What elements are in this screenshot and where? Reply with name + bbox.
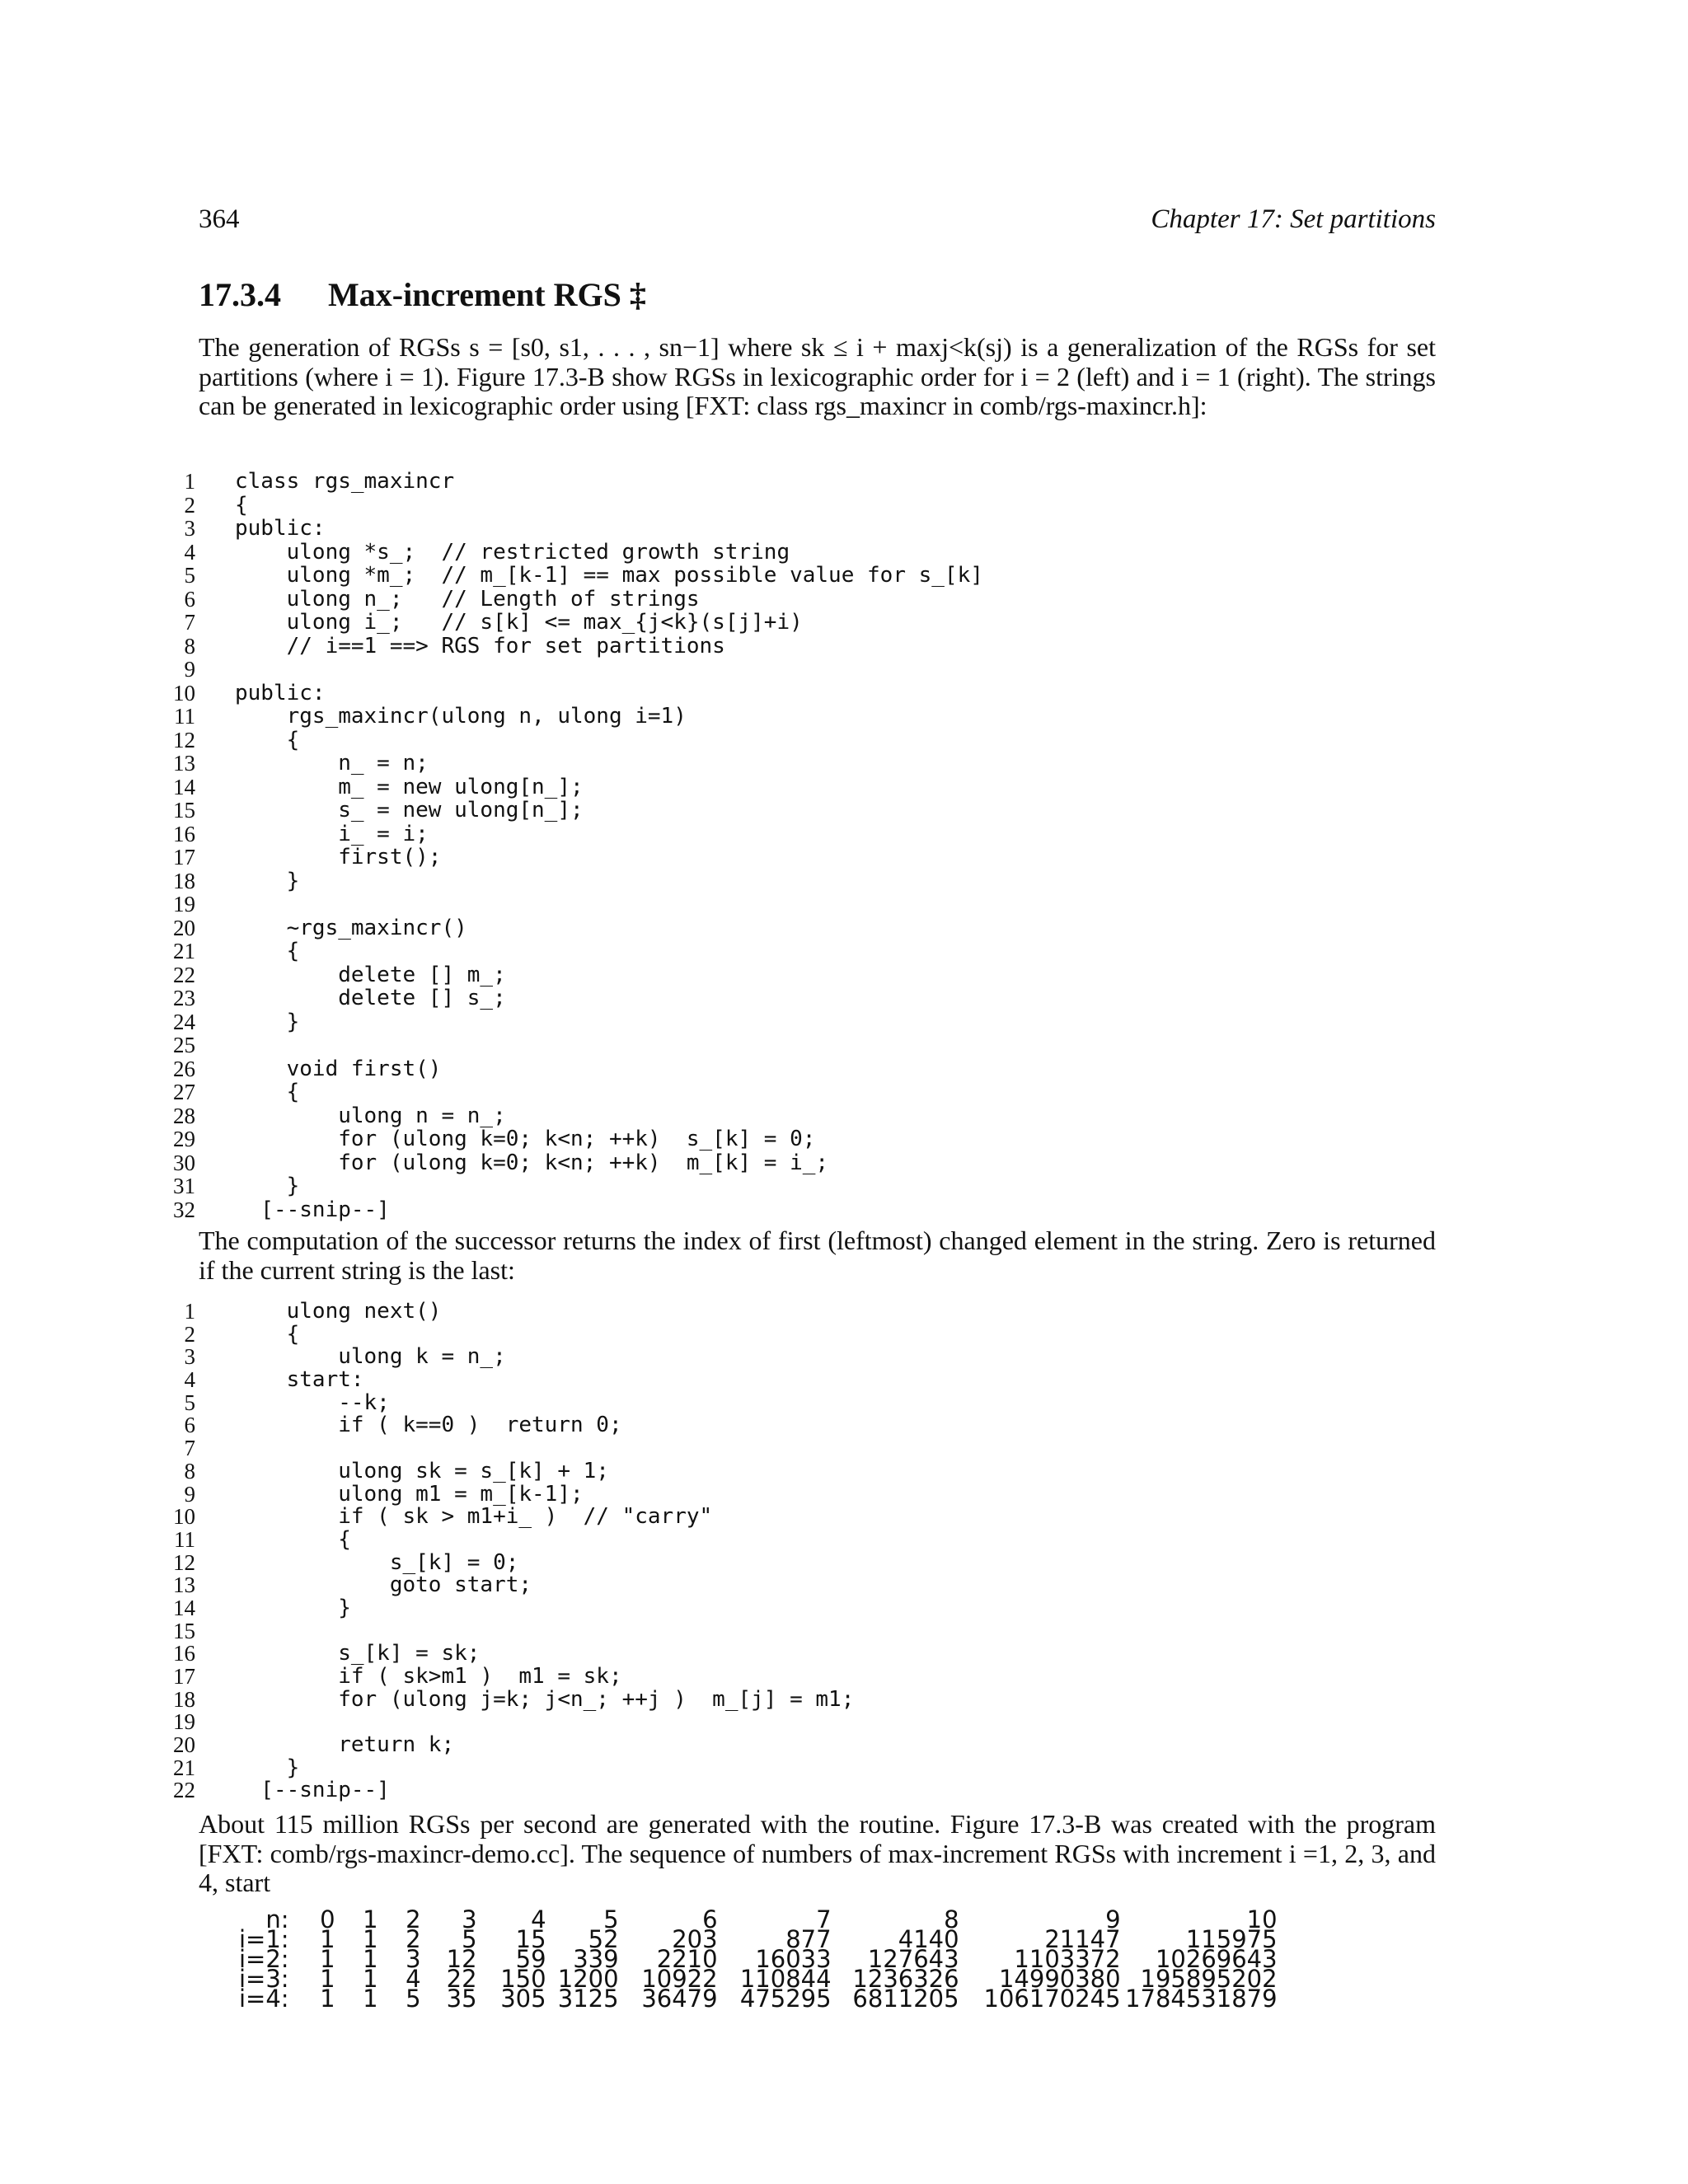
code-text: n_ = n; <box>235 751 429 776</box>
code-line <box>161 846 1447 869</box>
table-cell: 1784531879 <box>1125 1985 1278 2013</box>
table-header-row <box>239 1910 1278 1929</box>
code-line <box>161 1010 1447 1034</box>
code-line <box>161 564 1447 588</box>
code-line <box>161 823 1447 846</box>
table-cell: 5 <box>406 1985 421 2013</box>
code-text: void first() <box>235 1056 442 1081</box>
code-line <box>161 1506 1447 1529</box>
code-line <box>161 705 1447 729</box>
column-header: 3 <box>462 1905 477 1933</box>
code-text: ulong *m_; // m_[k-1] == max possible value for s_[k] <box>235 563 983 588</box>
code-line <box>161 1643 1447 1666</box>
code-line <box>161 916 1447 940</box>
column-header: 1 <box>363 1905 378 1933</box>
line-number: 17 <box>173 845 195 869</box>
table-cell: 4 <box>406 1965 421 1993</box>
line-number: 18 <box>173 1686 195 1712</box>
table-cell: 15 <box>515 1925 546 1953</box>
code-line <box>161 1779 1447 1802</box>
table-cell: 1 <box>363 1925 378 1953</box>
line-number: 4 <box>184 539 195 565</box>
table-cell: 36479 <box>641 1985 718 2013</box>
line-number: 21 <box>173 939 195 963</box>
line-number: 7 <box>184 610 195 635</box>
table-cell: 2210 <box>656 1945 718 1973</box>
section-heading <box>199 275 646 314</box>
code-text: s_[k] = sk; <box>235 1641 481 1666</box>
code-text: goto start; <box>235 1572 532 1598</box>
code-line <box>161 963 1447 987</box>
code-line <box>161 1104 1447 1128</box>
line-number: 31 <box>173 1174 195 1198</box>
line-number: 7 <box>184 1436 195 1461</box>
row-label: n: <box>265 1905 289 1933</box>
code-line <box>161 1392 1447 1415</box>
row-label: i=1: <box>239 1925 289 1953</box>
code-line <box>161 987 1447 1010</box>
code-text: ulong n_; // Length of strings <box>235 586 700 612</box>
code-line <box>161 1198 1447 1222</box>
line-number: 11 <box>174 1526 195 1552</box>
code-text: class rgs_maxincr <box>235 469 455 494</box>
code-line <box>161 776 1447 799</box>
table-cell: 1 <box>363 1985 378 2013</box>
sequence-table <box>239 1905 1278 2013</box>
code-line <box>161 588 1447 612</box>
line-number: 3 <box>184 1344 195 1370</box>
line-number: 26 <box>173 1056 195 1081</box>
code-line <box>161 1321 1447 1347</box>
column-header: 6 <box>702 1905 718 1933</box>
code-line <box>161 635 1447 658</box>
code-text: } <box>235 868 300 893</box>
line-number: 18 <box>173 868 195 893</box>
table-cell: 1 <box>320 1965 335 1993</box>
code-text: public: <box>235 516 326 541</box>
closing-paragraph: About 115 million RGSs per second are generated with the routine. Figure 17.3-B was created with the program [FXT: comb/rgs-maxincr-demo.cc]. The sequence of numbers of max-increment RGSs with increment i =1, 2, 3, and 4, start <box>199 1809 1436 1897</box>
code-listing-class <box>161 470 1447 1221</box>
table-cell: 6811205 <box>852 1985 959 2013</box>
line-number: 24 <box>173 1009 195 1034</box>
code-text: } <box>235 1595 351 1620</box>
section-title: Max-increment RGS ‡ <box>328 276 646 313</box>
line-number: 20 <box>173 915 195 940</box>
line-number: 9 <box>184 657 195 682</box>
table-cell: 3125 <box>557 1985 619 2013</box>
code-text: { <box>235 1080 300 1104</box>
code-text: } <box>235 1755 300 1780</box>
table-cell: 1 <box>320 1985 335 2013</box>
line-number: 4 <box>184 1367 195 1393</box>
code-text: if ( sk > m1+i_ ) // "carry" <box>235 1504 713 1530</box>
code-text: if ( k==0 ) return 0; <box>235 1413 622 1438</box>
table-cell: 4140 <box>898 1925 959 1953</box>
code-line <box>161 729 1447 752</box>
table-cell: 3 <box>406 1945 421 1973</box>
code-text: s_[k] = 0; <box>235 1549 519 1575</box>
line-number: 28 <box>173 1103 195 1128</box>
table-cell: 1 <box>320 1925 335 1953</box>
code-text: if ( sk>m1 ) m1 = sk; <box>235 1664 622 1689</box>
table-cell: 115975 <box>1185 1925 1278 1953</box>
line-number: 8 <box>184 1458 195 1483</box>
code-line <box>161 1080 1447 1104</box>
code-line <box>161 1483 1447 1507</box>
table-cell: 52 <box>588 1925 619 1953</box>
line-number: 19 <box>173 892 195 916</box>
table-cell: 14990380 <box>998 1965 1121 1993</box>
column-header: 9 <box>1105 1905 1121 1933</box>
code-line <box>161 1151 1447 1175</box>
code-text: public: <box>235 680 326 705</box>
line-number: 21 <box>173 1755 195 1780</box>
code-listing-next <box>161 1301 1447 1802</box>
code-line <box>161 1666 1447 1689</box>
code-text: start: <box>235 1367 364 1393</box>
line-number: 15 <box>173 798 195 823</box>
code-line <box>161 1346 1447 1369</box>
table-cell: 2 <box>406 1925 421 1953</box>
line-number: 3 <box>184 516 195 541</box>
code-line <box>161 1734 1447 1757</box>
table-cell: 203 <box>672 1925 718 1953</box>
table-cell: 127643 <box>867 1945 959 1973</box>
column-header: 2 <box>406 1905 421 1933</box>
column-header: 5 <box>603 1905 619 1933</box>
line-number: 1 <box>184 469 195 494</box>
line-number: 6 <box>184 586 195 612</box>
code-line <box>161 1057 1447 1081</box>
running-header <box>199 204 1436 241</box>
line-number: 2 <box>184 1321 195 1347</box>
line-number: 27 <box>173 1080 195 1104</box>
line-number: 9 <box>184 1481 195 1507</box>
code-text: // i==1 ==> RGS for set partitions <box>235 633 725 658</box>
line-number: 32 <box>173 1197 195 1222</box>
code-text: m_ = new ulong[n_]; <box>235 774 584 799</box>
table-cell: 305 <box>500 1985 546 2013</box>
line-number: 22 <box>173 962 195 987</box>
table-cell: 22 <box>446 1965 477 1993</box>
code-line <box>161 1127 1447 1151</box>
table-cell: 475295 <box>739 1985 832 2013</box>
line-number: 2 <box>184 492 195 518</box>
table-cell: 10269643 <box>1155 1945 1278 1973</box>
code-text: ulong i_; // s[k] <= max_{j<k}(s[j]+i) <box>235 610 803 635</box>
line-number: 8 <box>184 633 195 658</box>
code-line <box>161 1460 1447 1483</box>
middle-paragraph: The computation of the successor returns the index of first (leftmost) changed element in the string. Zero is returned if the current string is the last: <box>199 1226 1436 1285</box>
code-line <box>161 752 1447 776</box>
code-text: return k; <box>235 1732 455 1758</box>
column-header: 4 <box>531 1905 546 1933</box>
table-cell: 59 <box>515 1945 546 1973</box>
code-text: ulong m1 = m_[k-1]; <box>235 1481 584 1507</box>
code-line <box>161 799 1447 823</box>
line-number: 20 <box>173 1732 195 1758</box>
code-text: { <box>235 492 248 518</box>
code-text: { <box>235 939 300 963</box>
table-cell: 16033 <box>755 1945 832 1973</box>
table-cell: 110844 <box>739 1965 832 1993</box>
code-text: ulong next() <box>235 1299 442 1324</box>
code-line <box>161 1174 1447 1198</box>
row-label: i=2: <box>239 1945 289 1973</box>
table-cell: 1200 <box>557 1965 619 1993</box>
code-text: { <box>235 1526 351 1552</box>
code-text: [--snip--] <box>235 1778 390 1803</box>
table-cell: 5 <box>462 1925 477 1953</box>
code-line <box>161 1437 1447 1460</box>
line-number: 30 <box>173 1150 195 1175</box>
code-line <box>161 658 1447 682</box>
line-number: 6 <box>184 1413 195 1438</box>
table-cell: 1236326 <box>852 1965 959 1993</box>
code-line <box>161 1549 1447 1575</box>
table-cell: 10922 <box>641 1965 718 1993</box>
code-line <box>161 1033 1447 1057</box>
code-line <box>161 470 1447 494</box>
line-number: 5 <box>184 563 195 588</box>
line-number: 10 <box>173 680 195 705</box>
code-text: ulong k = n_; <box>235 1344 506 1370</box>
table-cell: 1 <box>363 1965 378 1993</box>
table-cell: 35 <box>446 1985 477 2013</box>
line-number: 14 <box>173 774 195 799</box>
code-text: ulong n = n_; <box>235 1103 506 1128</box>
code-line <box>161 517 1447 541</box>
code-text: for (ulong k=0; k<n; ++k) s_[k] = 0; <box>235 1127 816 1151</box>
section-number: 17.3.4 <box>199 276 281 313</box>
code-line <box>161 1574 1447 1597</box>
line-number: 16 <box>173 821 195 846</box>
line-number: 16 <box>173 1641 195 1666</box>
code-text: ulong *s_; // restricted growth string <box>235 539 790 565</box>
row-label: i=3: <box>239 1965 289 1993</box>
code-line <box>161 1414 1447 1437</box>
table-cell: 1 <box>363 1945 378 1973</box>
code-line <box>161 1620 1447 1643</box>
line-number: 10 <box>173 1504 195 1530</box>
row-label: i=4: <box>239 1985 289 2013</box>
line-number: 1 <box>184 1299 195 1324</box>
code-text: delete [] s_; <box>235 986 506 1010</box>
chapter-title: Chapter 17: Set partitions <box>1151 204 1436 234</box>
code-text: { <box>235 727 300 752</box>
table-cell: 195895202 <box>1140 1965 1278 1993</box>
code-text: [--snip--] <box>235 1197 390 1222</box>
table-cell: 877 <box>785 1925 832 1953</box>
code-text: i_ = i; <box>235 821 429 846</box>
column-header: 10 <box>1246 1905 1278 1933</box>
code-text: rgs_maxincr(ulong n, ulong i=1) <box>235 704 687 729</box>
code-line <box>161 541 1447 565</box>
code-line <box>161 1526 1447 1552</box>
table-cell: 21147 <box>1044 1925 1121 1953</box>
table-cell: 1 <box>320 1945 335 1973</box>
code-line <box>161 1757 1447 1780</box>
code-line <box>161 1369 1447 1392</box>
line-number: 15 <box>173 1618 195 1643</box>
code-text: s_ = new ulong[n_]; <box>235 798 584 823</box>
column-header: 8 <box>944 1905 959 1933</box>
code-line <box>161 611 1447 635</box>
line-number: 11 <box>174 704 195 729</box>
code-line <box>161 1301 1447 1324</box>
code-text: first(); <box>235 845 442 869</box>
code-text: ~rgs_maxincr() <box>235 915 467 940</box>
code-line <box>161 1711 1447 1734</box>
line-number: 13 <box>173 1572 195 1598</box>
line-number: 12 <box>173 727 195 752</box>
page-number: 364 <box>199 204 240 234</box>
line-number: 23 <box>173 986 195 1010</box>
code-line <box>161 494 1447 518</box>
code-text: } <box>235 1009 300 1034</box>
line-number: 22 <box>173 1778 195 1803</box>
table-cell: 12 <box>446 1945 477 1973</box>
code-text: for (ulong j=k; j<n_; ++j ) m_[j] = m1; <box>235 1686 855 1712</box>
code-text: --k; <box>235 1390 390 1415</box>
column-header: 7 <box>816 1905 832 1933</box>
code-line <box>161 893 1447 916</box>
line-number: 5 <box>184 1390 195 1415</box>
table-cell: 150 <box>500 1965 546 1993</box>
table-cell: 339 <box>573 1945 619 1973</box>
table-row <box>239 1989 1278 2008</box>
code-line <box>161 940 1447 963</box>
code-line <box>161 869 1447 893</box>
code-text: ulong sk = s_[k] + 1; <box>235 1458 609 1483</box>
code-line <box>161 1686 1447 1712</box>
column-header: 0 <box>320 1905 335 1933</box>
line-number: 25 <box>173 1033 195 1057</box>
line-number: 13 <box>173 751 195 776</box>
code-line <box>161 1597 1447 1620</box>
line-number: 12 <box>173 1549 195 1575</box>
intro-paragraph: The generation of RGSs s = [s0, s1, . . . , sn−1] where sk ≤ i + maxj<k(sj) is a generalization of the RGSs for set partitions (where i = 1). Figure 17.3-B show RGSs in lexicographic order for i = 2 (left) and i = 1 (right). The strings can be generated in lexicographic order using [FXT: class rgs_maxincr in comb/rgs-maxincr.h]: <box>199 332 1436 420</box>
code-line <box>161 682 1447 705</box>
code-text: { <box>235 1321 300 1347</box>
table-cell: 1103372 <box>1014 1945 1121 1973</box>
table-cell: 106170245 <box>983 1985 1121 2013</box>
code-text: } <box>235 1174 300 1198</box>
line-number: 29 <box>173 1127 195 1151</box>
code-text: for (ulong k=0; k<n; ++k) m_[k] = i_; <box>235 1150 829 1175</box>
line-number: 19 <box>173 1709 195 1735</box>
line-number: 17 <box>173 1664 195 1689</box>
line-number: 14 <box>173 1595 195 1620</box>
code-text: delete [] m_; <box>235 962 506 987</box>
